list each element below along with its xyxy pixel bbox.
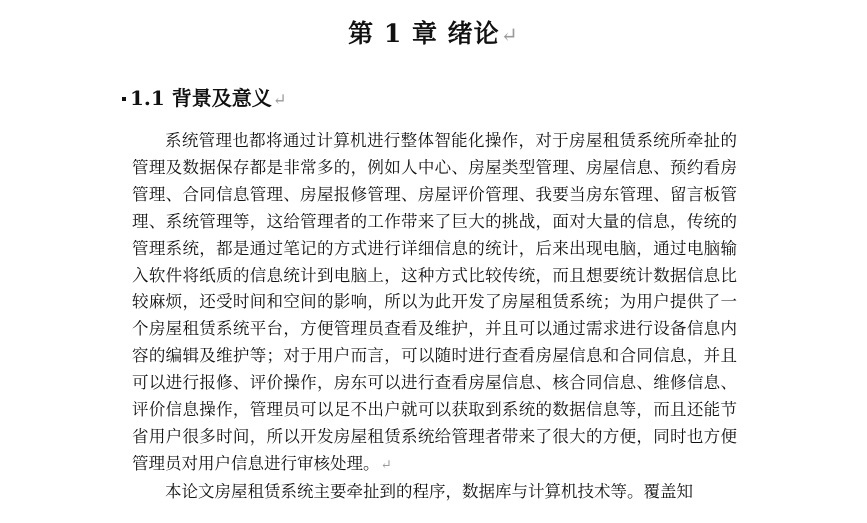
paragraph-text: 本论文房屋租赁系统主要牵扯到的程序，数据库与计算机技术等。覆盖知	[165, 481, 693, 501]
section-heading	[122, 82, 287, 111]
paragraph	[132, 479, 737, 506]
paragraph-text: 系统管理也都将通过计算机进行整体智能化操作，对于房屋租赁系统所牵扯的管理及数据保存都是非常多的，例如人中心、房屋类型管理、房屋信息、预约看房管理、合同信息管理、房屋报修管理、房屋评价管理、我要当房东管理、留言板管理、系统管理等，这给管理者的工作带来了巨大的挑战，面对大量的信息，传统的管理系统，都是通过笔记的方式进行详细信息的统计，后来出现电脑，通过电脑输入软件将纸质的信息统计到电脑上，这种方式比较传统，而且想要统计数据信息比较麻烦，还受时间和空间的影响，所以为此开发了房屋租赁系统；为用户提供了一个房屋租赁系统平台，方便管理员查看及维护，并且可以通过需求进行设备信息内容的编辑及维护等；对于用户而言，可以随时进行查看房屋信息和合同信息，并且可以进行报修、评价操作，房东可以进行查看房屋信息、核合同信息、维修信息、评价信息操作，管理员可以足不出户就可以获取到系统的数据信息等，而且还能节省用户很多时间，所以开发房屋租赁系统给管理者带来了很大的方便，同时也方便管理员对用户信息进行审核处理。	[132, 131, 737, 473]
body-text	[132, 128, 737, 506]
section-heading-text: 1.1 背景及意义	[130, 86, 272, 110]
paragraph-mark-icon: ↵	[500, 23, 519, 47]
paragraph-mark-icon: ↵	[380, 456, 392, 473]
chapter-title-text: 第 1 章 绪论	[348, 19, 500, 48]
chapter-title	[0, 14, 867, 50]
heading-bullet-icon	[122, 97, 126, 101]
paragraph-mark-icon: ↵	[272, 90, 287, 109]
paragraph	[132, 128, 737, 479]
